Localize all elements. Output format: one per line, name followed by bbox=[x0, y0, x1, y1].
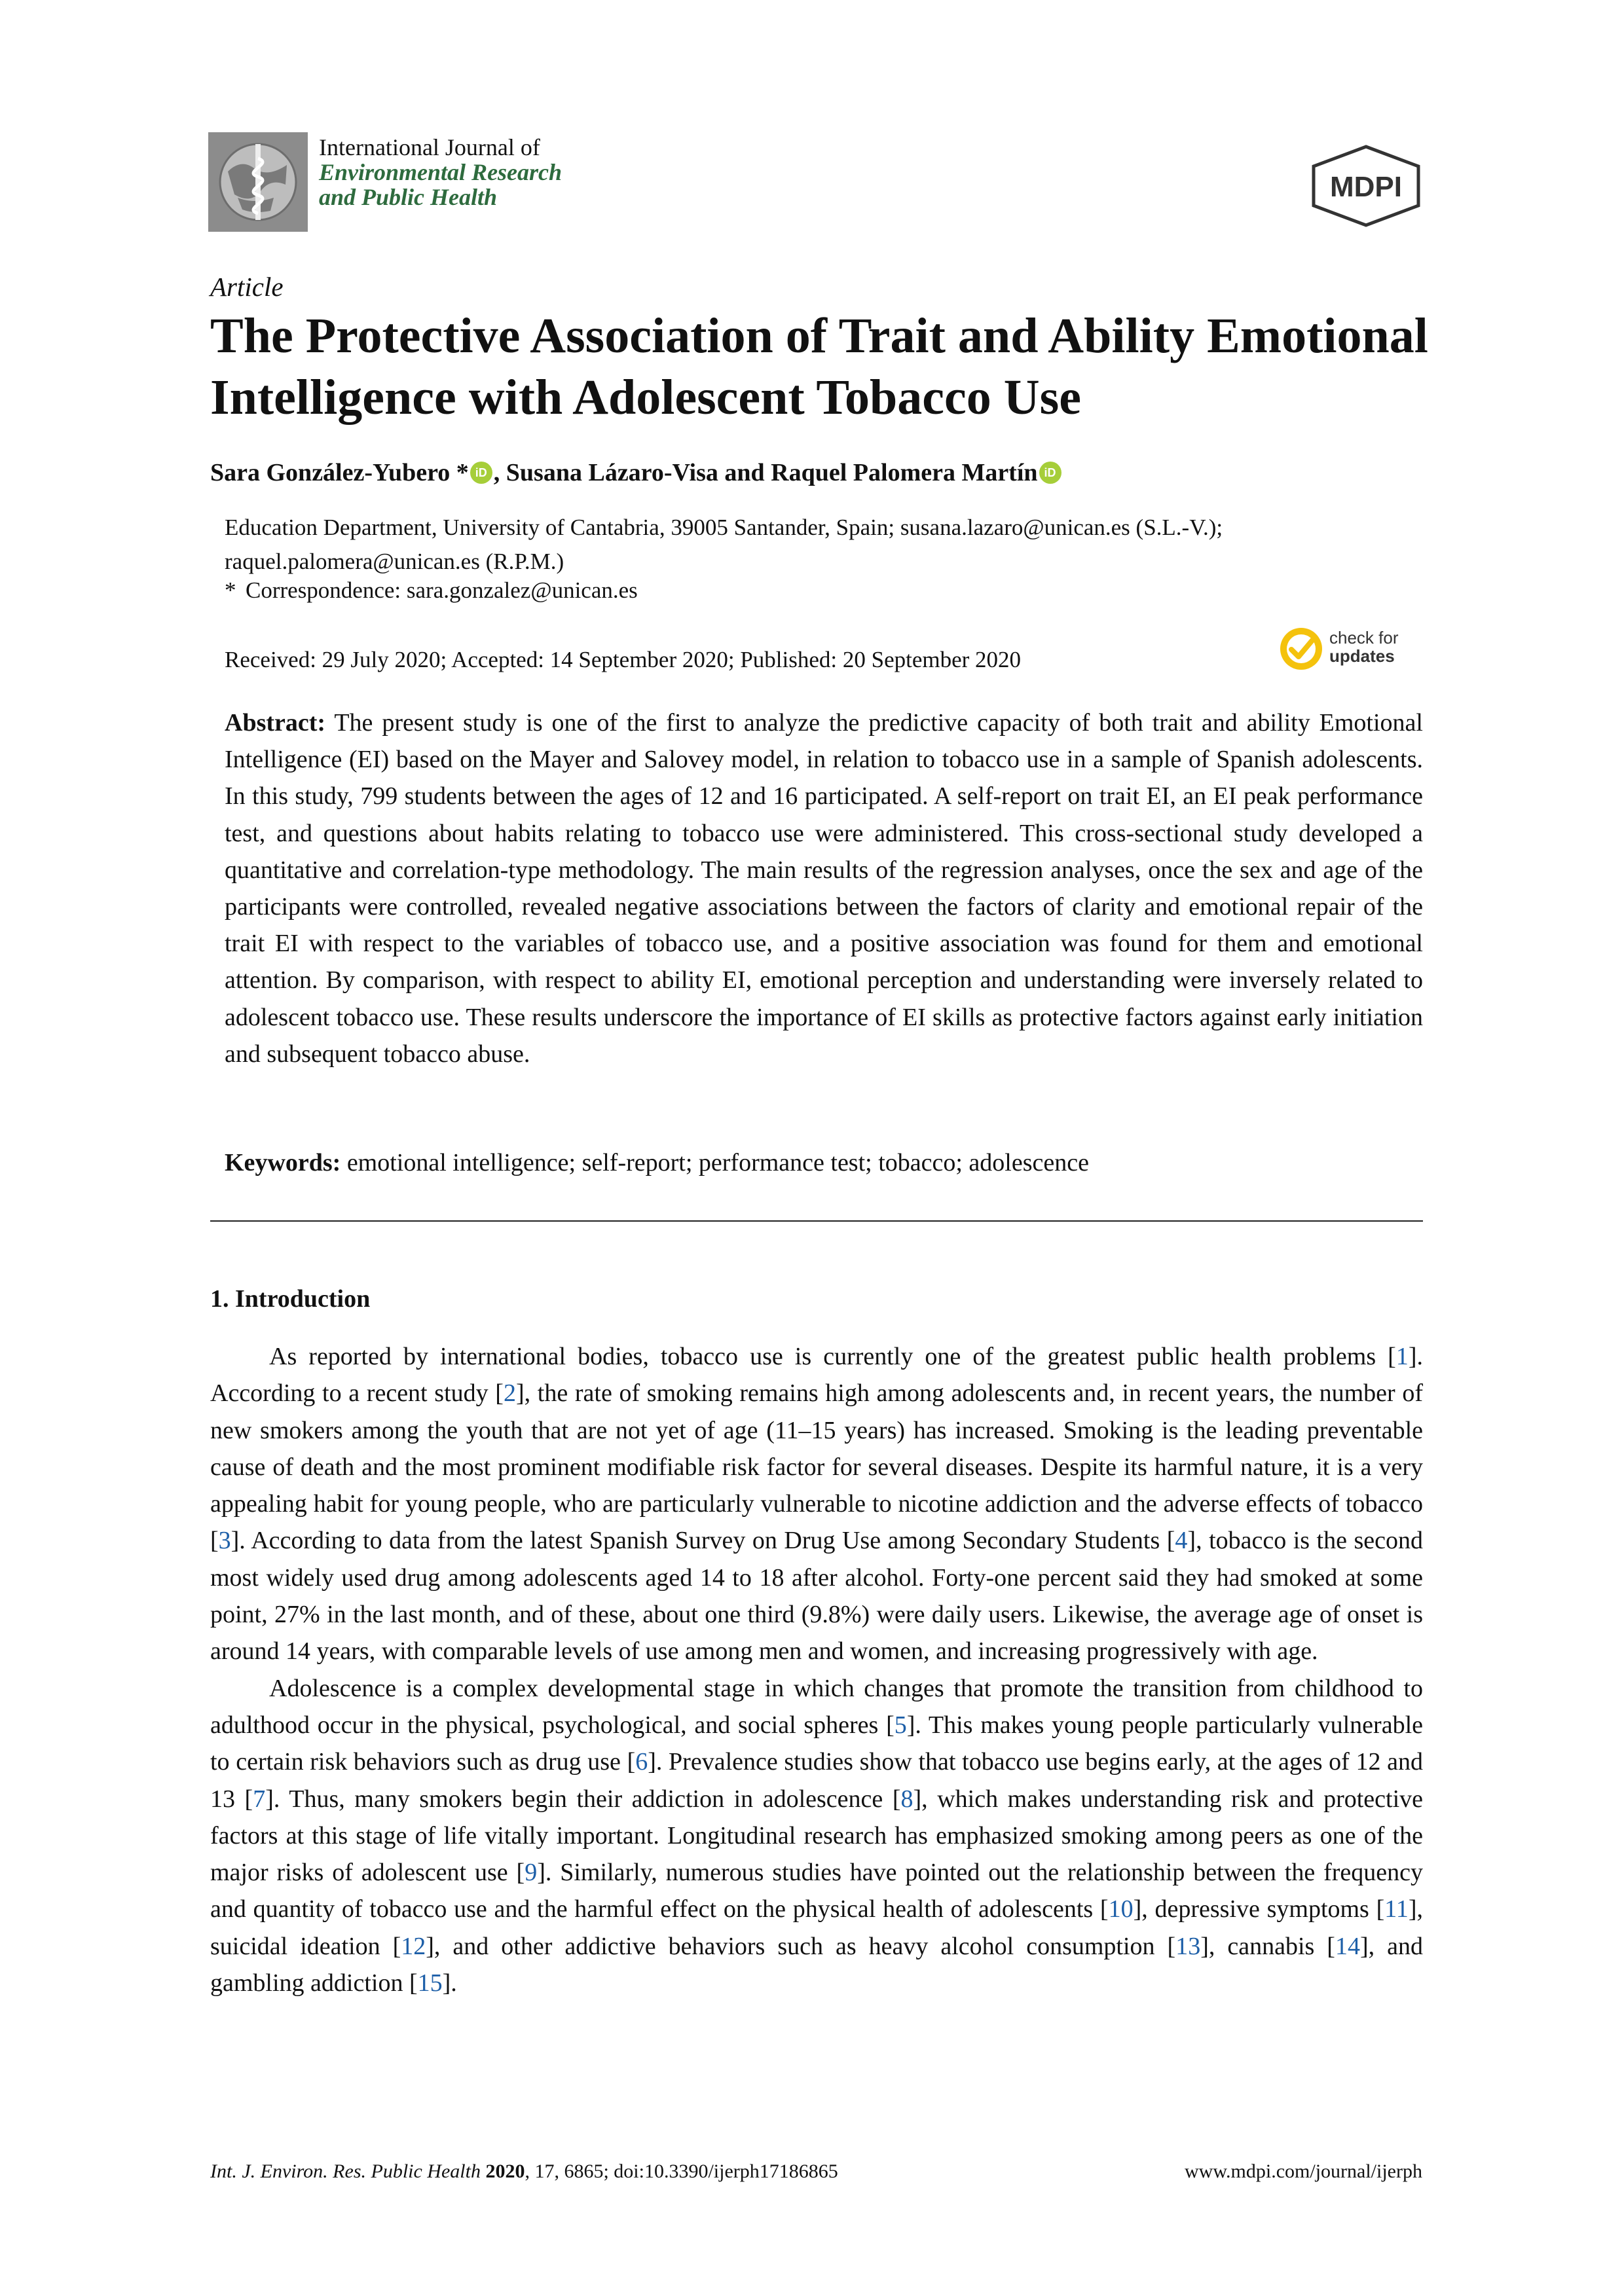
section-divider bbox=[210, 1220, 1423, 1222]
citation-link[interactable]: 3 bbox=[218, 1527, 231, 1555]
citation-link[interactable]: 2 bbox=[503, 1379, 516, 1408]
text-span: ], cannabis [ bbox=[1200, 1932, 1335, 1960]
paragraph-2 bbox=[210, 1670, 1423, 2002]
text-span: ]. Similarly, numerous studies have pointed out the relationship between the frequency and quantity of tobacco use and the harmful effect on the physical health of adolescents [ bbox=[210, 1859, 1423, 1923]
author-list bbox=[210, 458, 1063, 487]
text-span: ]. This makes young people particularly vulnerable to certain risk behaviors such as drug use [ bbox=[210, 1711, 1423, 1776]
citation-link[interactable]: 7 bbox=[253, 1785, 266, 1813]
footer-citation bbox=[210, 2160, 838, 2183]
text-span: ], the rate of smoking remains high among adolescents and, in recent years, the number of new smokers among the youth that are not yet of age (11–15 years) has increased. Smoking is the leading preventable cause of death and the most prominent modifiable risk factor for several diseases. Despite its harmful nature, it is a very appealing habit for young people, who are particularly vulnerable to nicotine addiction and the adverse effects of tobacco [ bbox=[210, 1379, 1423, 1555]
abstract bbox=[225, 704, 1423, 1072]
orcid-icon[interactable]: iD bbox=[470, 462, 492, 484]
citation-link[interactable]: 13 bbox=[1175, 1932, 1201, 1960]
mdpi-logo-icon bbox=[1308, 144, 1424, 228]
citation-link[interactable]: 12 bbox=[401, 1932, 426, 1960]
text-span: ]. According to data from the latest Spanish Survey on Drug Use among Secondary Students [ bbox=[231, 1527, 1175, 1555]
body-text bbox=[210, 1338, 1423, 2001]
check-updates-icon bbox=[1278, 626, 1324, 672]
citation-link[interactable]: 11 bbox=[1384, 1895, 1409, 1923]
citation-link[interactable]: 1 bbox=[1395, 1343, 1409, 1370]
citation-link[interactable]: 6 bbox=[635, 1748, 648, 1776]
abstract-text: The present study is one of the first to analyze the predictive capacity of both trait and ability Emotional Intelligence (EI) based on the Mayer and Salovey model, in relation to tobacco use in a sample of Spanish adolescents. In this study, 799 students between the ages of 12 and 16 participated. A self-report on trait EI, an EI peak performance test, and questions about habits relating to tobacco use were administered. This cross-sectional study developed a quantitative and correlation-type methodology. The main results of the regression analyses, once the sex and age of the participants were controlled, revealed negative associations between the factors of clarity and emotional repair of the trait EI with respect to the variables of tobacco use, and a positive association was found for them and emotional attention. By comparison, with respect to ability EI, emotional perception and understanding were inversely related to adolescent tobacco use. These results underscore the importance of EI skills as protective factors against early initiation and subsequent tobacco abuse. bbox=[225, 709, 1423, 1068]
text-span: ]. Prevalence studies show that tobacco use begins early, at the ages of 12 and 13 [ bbox=[210, 1748, 1423, 1813]
text-span: Adolescence is a complex developmental stage in which changes that promote the transition from childhood to adulthood occur in the physical, psychological, and social spheres [ bbox=[210, 1674, 1423, 1739]
paper-title: The Protective Association of Trait and Ability Emotional Intelligence with Adolescent Tobacco Use bbox=[210, 308, 1428, 425]
journal-name-line2: Environmental Research bbox=[319, 159, 563, 185]
abstract-label: Abstract: bbox=[225, 709, 326, 737]
correspondence bbox=[225, 577, 638, 604]
correspondence-star: * bbox=[225, 577, 236, 603]
footer-url[interactable]: www.mdpi.com/journal/ijerph bbox=[1185, 2160, 1422, 2182]
text-span: ]. According to a recent study [ bbox=[210, 1343, 1423, 1408]
journal-name-line3: and Public Health bbox=[319, 184, 498, 210]
citation-link[interactable]: 5 bbox=[894, 1711, 907, 1739]
check-for-updates-button[interactable] bbox=[1278, 623, 1422, 676]
citation-link[interactable]: 4 bbox=[1175, 1527, 1188, 1555]
affiliation: Education Department, University of Cantabria, 39005 Santander, Spain; susana.lazaro@unican.es (S.L.-V.); raquel.palomera@unican.es (R.P.M.) bbox=[225, 515, 1223, 574]
keywords bbox=[225, 1144, 1423, 1181]
footer-doi[interactable]: , 17, 6865; doi:10.3390/ijerph17186865 bbox=[525, 2160, 838, 2182]
footer-year: 2020 bbox=[485, 2160, 525, 2182]
journal-name bbox=[319, 135, 562, 210]
text-span: ], and other addictive behaviors such as heavy alcohol consumption [ bbox=[426, 1932, 1176, 1960]
citation-link[interactable]: 14 bbox=[1335, 1932, 1360, 1960]
citation-link[interactable]: 9 bbox=[525, 1859, 538, 1887]
paragraph-1 bbox=[210, 1338, 1423, 1670]
orcid-icon[interactable]: iD bbox=[1039, 462, 1061, 484]
text-span: As reported by international bodies, tobacco use is currently one of the greatest public health problems [ bbox=[269, 1343, 1396, 1370]
author-separator: , bbox=[493, 459, 506, 486]
author-1[interactable]: Sara González-Yubero * bbox=[210, 459, 469, 486]
text-span: ], suicidal ideation [ bbox=[210, 1895, 1423, 1960]
citation-link[interactable]: 10 bbox=[1108, 1895, 1134, 1923]
text-span: ], depressive symptoms [ bbox=[1133, 1895, 1385, 1923]
text-span: ], and gambling addiction [ bbox=[210, 1932, 1423, 1997]
correspondence-text: Correspondence: sara.gonzalez@unican.es bbox=[246, 577, 638, 603]
mdpi-logo-text: MDPI bbox=[1330, 171, 1402, 203]
text-span: ]. Thus, many smokers begin their addiction in adolescence [ bbox=[265, 1785, 901, 1813]
publication-dates: Received: 29 July 2020; Accepted: 14 September 2020; Published: 20 September 2020 bbox=[225, 647, 1022, 672]
section-heading: 1. Introduction bbox=[210, 1285, 371, 1313]
article-type: Article bbox=[210, 272, 284, 302]
footer-journal-abbrev: Int. J. Environ. Res. Public Health bbox=[210, 2160, 481, 2182]
citation-link[interactable]: 8 bbox=[900, 1785, 913, 1813]
keywords-text: emotional intelligence; self-report; performance test; tobacco; adolescence bbox=[346, 1149, 1089, 1176]
text-span: ], tobacco is the second most widely used drug among adolescents aged 14 to 18 after alcohol. Forty-one percent said they had smoked at some point, 27% in the last month, and of these, about one third (9.8%) were daily users. Likewise, the average age of onset is around 14 years, with comparable levels of use among men and women, and increasing progressively with age. bbox=[210, 1527, 1423, 1666]
citation-link[interactable]: 15 bbox=[417, 1969, 443, 1997]
author-2-3[interactable]: Susana Lázaro-Visa and Raquel Palomera Martín bbox=[506, 459, 1038, 486]
text-span: ]. bbox=[442, 1969, 457, 1997]
journal-logo-icon bbox=[208, 132, 308, 232]
text-span: ], which makes understanding risk and protective factors at this stage of life vitally important. Longitudinal research has emphasized smoking among peers as one of the major risks of adolescent use [ bbox=[210, 1785, 1424, 1887]
check-updates-line2: updates bbox=[1329, 646, 1395, 666]
check-updates-line1: check for bbox=[1329, 628, 1399, 647]
keywords-label: Keywords: bbox=[225, 1149, 341, 1176]
journal-name-line1: International Journal of bbox=[319, 134, 540, 160]
